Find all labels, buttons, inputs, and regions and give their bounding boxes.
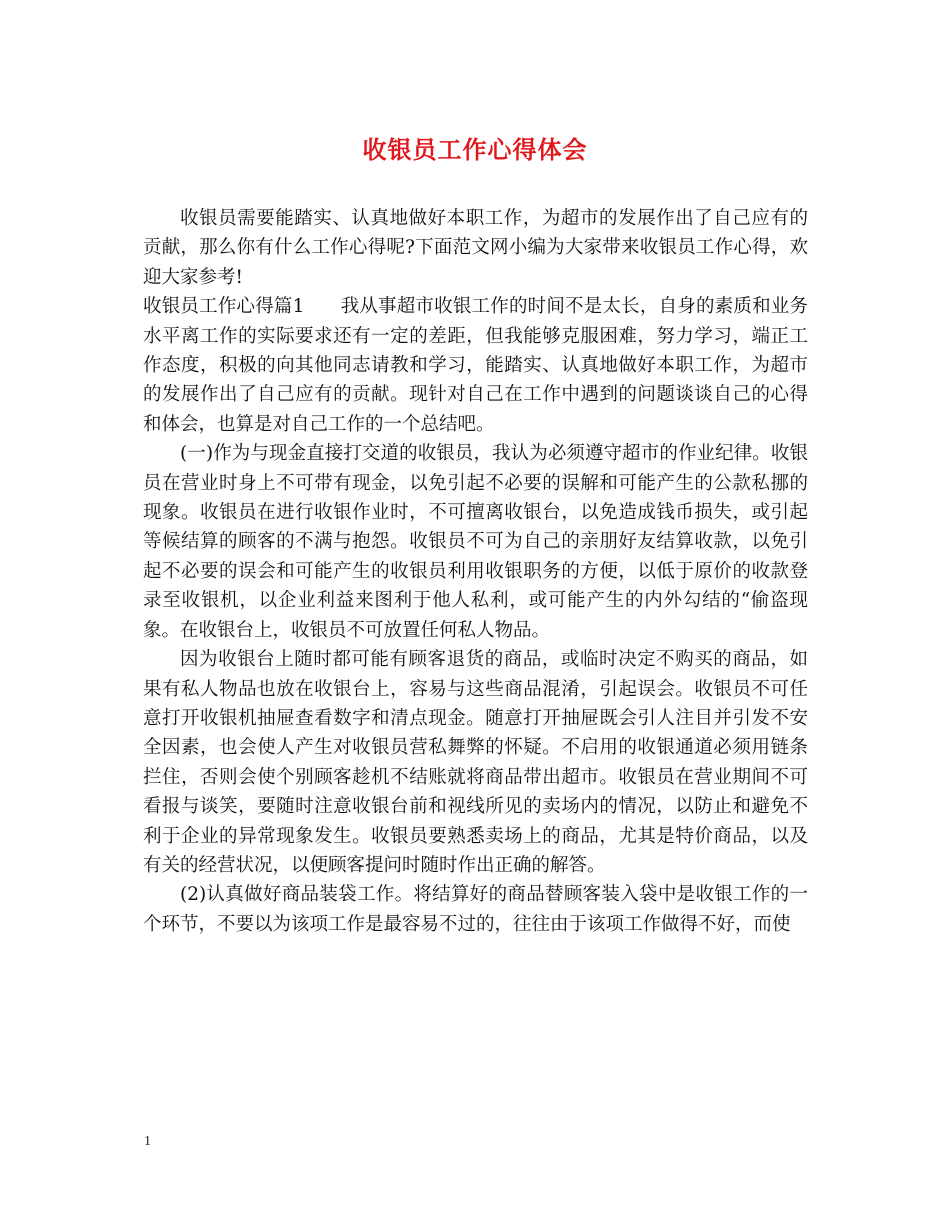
paragraph-3: (2)认真做好商品装袋工作。将结算好的商品替顾客装入袋中是收银工作的一个环节，不要以为该项工作是最容易不过的，往往由于该项工作做得不好，而使 [143, 884, 808, 935]
section-lead: 我从事超市收银工作的时间不是太长，自身的素质和业务水平离工作的实际要求还有一定的差距，但我能够克服困难，努力学习，端正工作态度，积极的向其他同志请教和学习，能踏实、认真地做好本职工作，为超市的发展作出了自己应有的贡献。现针对自己在工作中遇到的问题谈谈自己的心得和体会，也算是对自己工作的一个总结吧。 [143, 296, 808, 435]
section-paragraph [143, 292, 808, 439]
page-number: 1 [144, 1134, 151, 1149]
intro-paragraph: 收银员需要能踏实、认真地做好本职工作，为超市的发展作出了自己应有的贡献，那么你有什么工作心得呢?下面范文网小编为大家带来收银员工作心得，欢迎大家参考! [143, 208, 808, 288]
paragraph-2: 因为收银台上随时都可能有顾客退货的商品，或临时决定不购买的商品，如果有私人物品也放在收银台上，容易与这些商品混淆，引起误会。收银员不可任意打开收银机抽屉查看数字和清点现金。随意打开抽屉既会引人注目并引发不安全因素，也会使人产生对收银员营私舞弊的怀疑。不启用的收银通道必须用链条拦住，否则会使个别顾客趁机不结账就将商品带出超市。收银员在营业期间不可看报与谈笑，要随时注意收银台前和视线所见的卖场内的情况，以防止和避免不利于企业的异常现象发生。收银员要熟悉卖场上的商品，尤其是特价商品，以及有关的经营状况，以便顾客提问时随时作出正确的解答。 [143, 649, 808, 876]
section-heading: 收银员工作心得篇1 [143, 296, 305, 318]
paragraph-1: (一)作为与现金直接打交道的收银员，我认为必须遵守超市的作业纪律。收银员在营业时身上不可带有现金，以免引起不必要的误解和可能产生的公款私挪的现象。收银员在进行收银作业时，不可擅离收银台，以免造成钱币损失，或引起等候结算的顾客的不满与抱怨。收银员不可为自己的亲朋好友结算收款，以免引起不必要的误会和可能产生的收银员利用收银职务的方便，以低于原价的收款登录至收银机，以企业利益来图利于他人私利，或可能产生的内外勾结的“偷盗现象。在收银台上，收银员不可放置任何私人物品。 [143, 443, 808, 641]
document-body [143, 204, 808, 939]
document-title: 收银员工作心得体会 [362, 135, 588, 164]
